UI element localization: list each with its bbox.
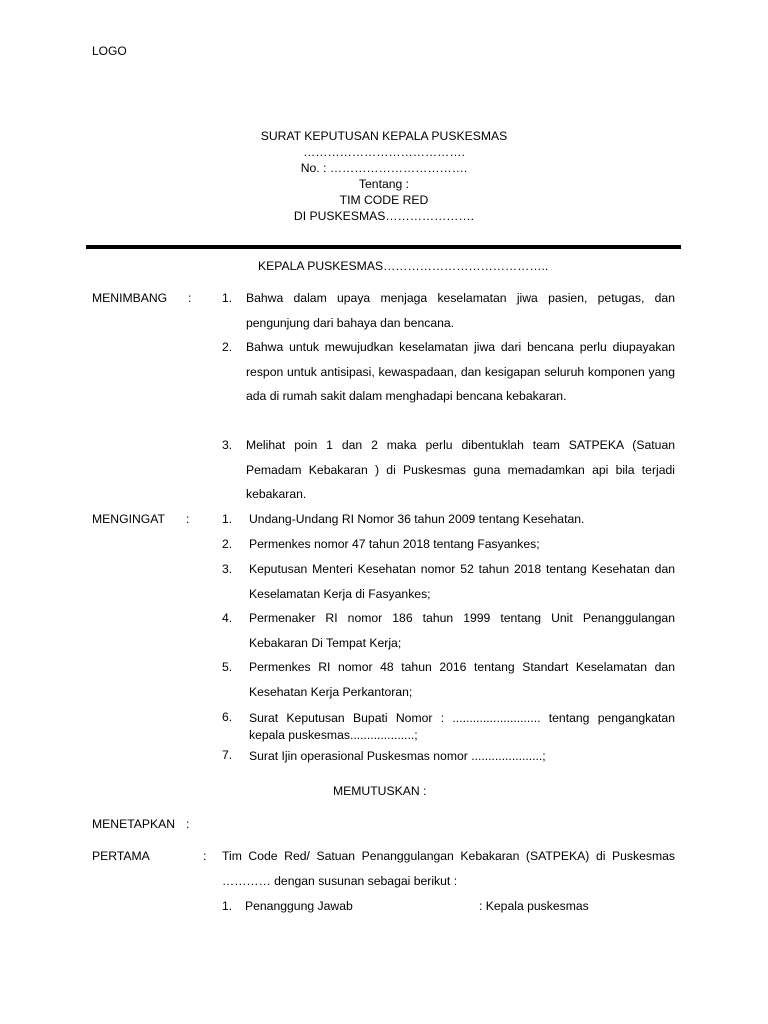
list-number: 3. bbox=[222, 438, 233, 452]
list-item-text: Permenkes nomor 47 tahun 2018 tentang Fasyankes; bbox=[249, 537, 540, 551]
role-label: Penanggung Jawab bbox=[245, 899, 353, 913]
decision-heading: MEMUTUSKAN : bbox=[333, 784, 427, 798]
list-number: 5. bbox=[222, 660, 233, 674]
list-item-text: Undang-Undang RI Nomor 36 tahun 2009 tentang Kesehatan. bbox=[249, 512, 585, 526]
decree-number: No. : ……………………………. bbox=[300, 161, 468, 175]
list-number: 6. bbox=[222, 710, 233, 724]
list-item-text: Melihat poin 1 dan 2 maka perlu dibentuklah team SATPEKA (Satuan Pemadam Kebakaran ) di Puskesmas guna memadamkan api bila terjadi kebakaran. bbox=[246, 438, 675, 501]
pertama-text: Tim Code Red/ Satuan Penanggulangan Kebakaran (SATPEKA) di Puskesmas ………… dengan susunan sebagai berikut : bbox=[222, 849, 675, 888]
decree-title: SURAT KEPUTUSAN KEPALA PUSKESMAS bbox=[260, 129, 508, 143]
list-number: 4. bbox=[222, 611, 233, 625]
list-number: 2. bbox=[222, 340, 233, 354]
list-item-text: Surat Ijin operasional Puskesmas nomor .....................; bbox=[249, 749, 546, 763]
section-label-menimbang: MENIMBANG bbox=[92, 291, 168, 305]
section-colon: : bbox=[188, 291, 192, 305]
list-number: 1. bbox=[222, 899, 233, 913]
list-item-text: Permenaker RI nomor 186 tahun 1999 tentang Unit Penanggulangan Kebakaran Di Tempat Kerja; bbox=[249, 611, 675, 650]
decree-dots: …………………………………. bbox=[303, 145, 465, 159]
list-number: 1. bbox=[222, 291, 233, 305]
issuer-line: KEPALA PUSKESMAS………………………………….. bbox=[258, 259, 549, 273]
list-item-text: Surat Keputusan Bupati Nomor : .......................... tentang pengangkatan kepala puskesmas...................; bbox=[249, 711, 675, 742]
list-number: 7. bbox=[222, 748, 233, 762]
section-colon: : bbox=[203, 849, 207, 863]
list-item-text: Permenkes RI nomor 48 tahun 2016 tentang Standart Keselamatan dan Kesehatan Kerja Perkantoran; bbox=[249, 660, 675, 699]
header-divider bbox=[86, 245, 681, 249]
section-colon: : bbox=[186, 817, 190, 831]
logo-placeholder: LOGO bbox=[92, 44, 127, 58]
list-number: 1. bbox=[222, 512, 233, 526]
list-item-text: Keputusan Menteri Kesehatan nomor 52 tahun 2018 tentang Kesehatan dan Keselamatan Kerja di Fasyankes; bbox=[249, 562, 675, 601]
list-number: 2. bbox=[222, 537, 233, 551]
list-number: 3. bbox=[222, 562, 233, 576]
decree-location: DI PUSKESMAS…………………. bbox=[293, 209, 475, 223]
section-label-mengingat: MENGINGAT bbox=[92, 512, 165, 526]
section-label-pertama: PERTAMA bbox=[92, 849, 150, 863]
role-value: : Kepala puskesmas bbox=[479, 899, 589, 913]
section-label-menetapkan: MENETAPKAN bbox=[92, 817, 176, 831]
list-item-text: Bahwa dalam upaya menjaga keselamatan jiwa pasien, petugas, dan pengunjung dari bahaya dan bencana. bbox=[246, 291, 675, 330]
section-colon: : bbox=[186, 512, 190, 526]
decree-subject: TIM CODE RED bbox=[339, 193, 429, 207]
list-item-text: Bahwa untuk mewujudkan keselamatan jiwa dari bencana perlu diupayakan respon untuk antisipasi, kewaspadaan, dan kesigapan seluruh komponen yang ada di rumah sakit dalam menghadapi bencana kebakaran. bbox=[246, 340, 675, 403]
decree-about-label: Tentang : bbox=[358, 177, 410, 191]
